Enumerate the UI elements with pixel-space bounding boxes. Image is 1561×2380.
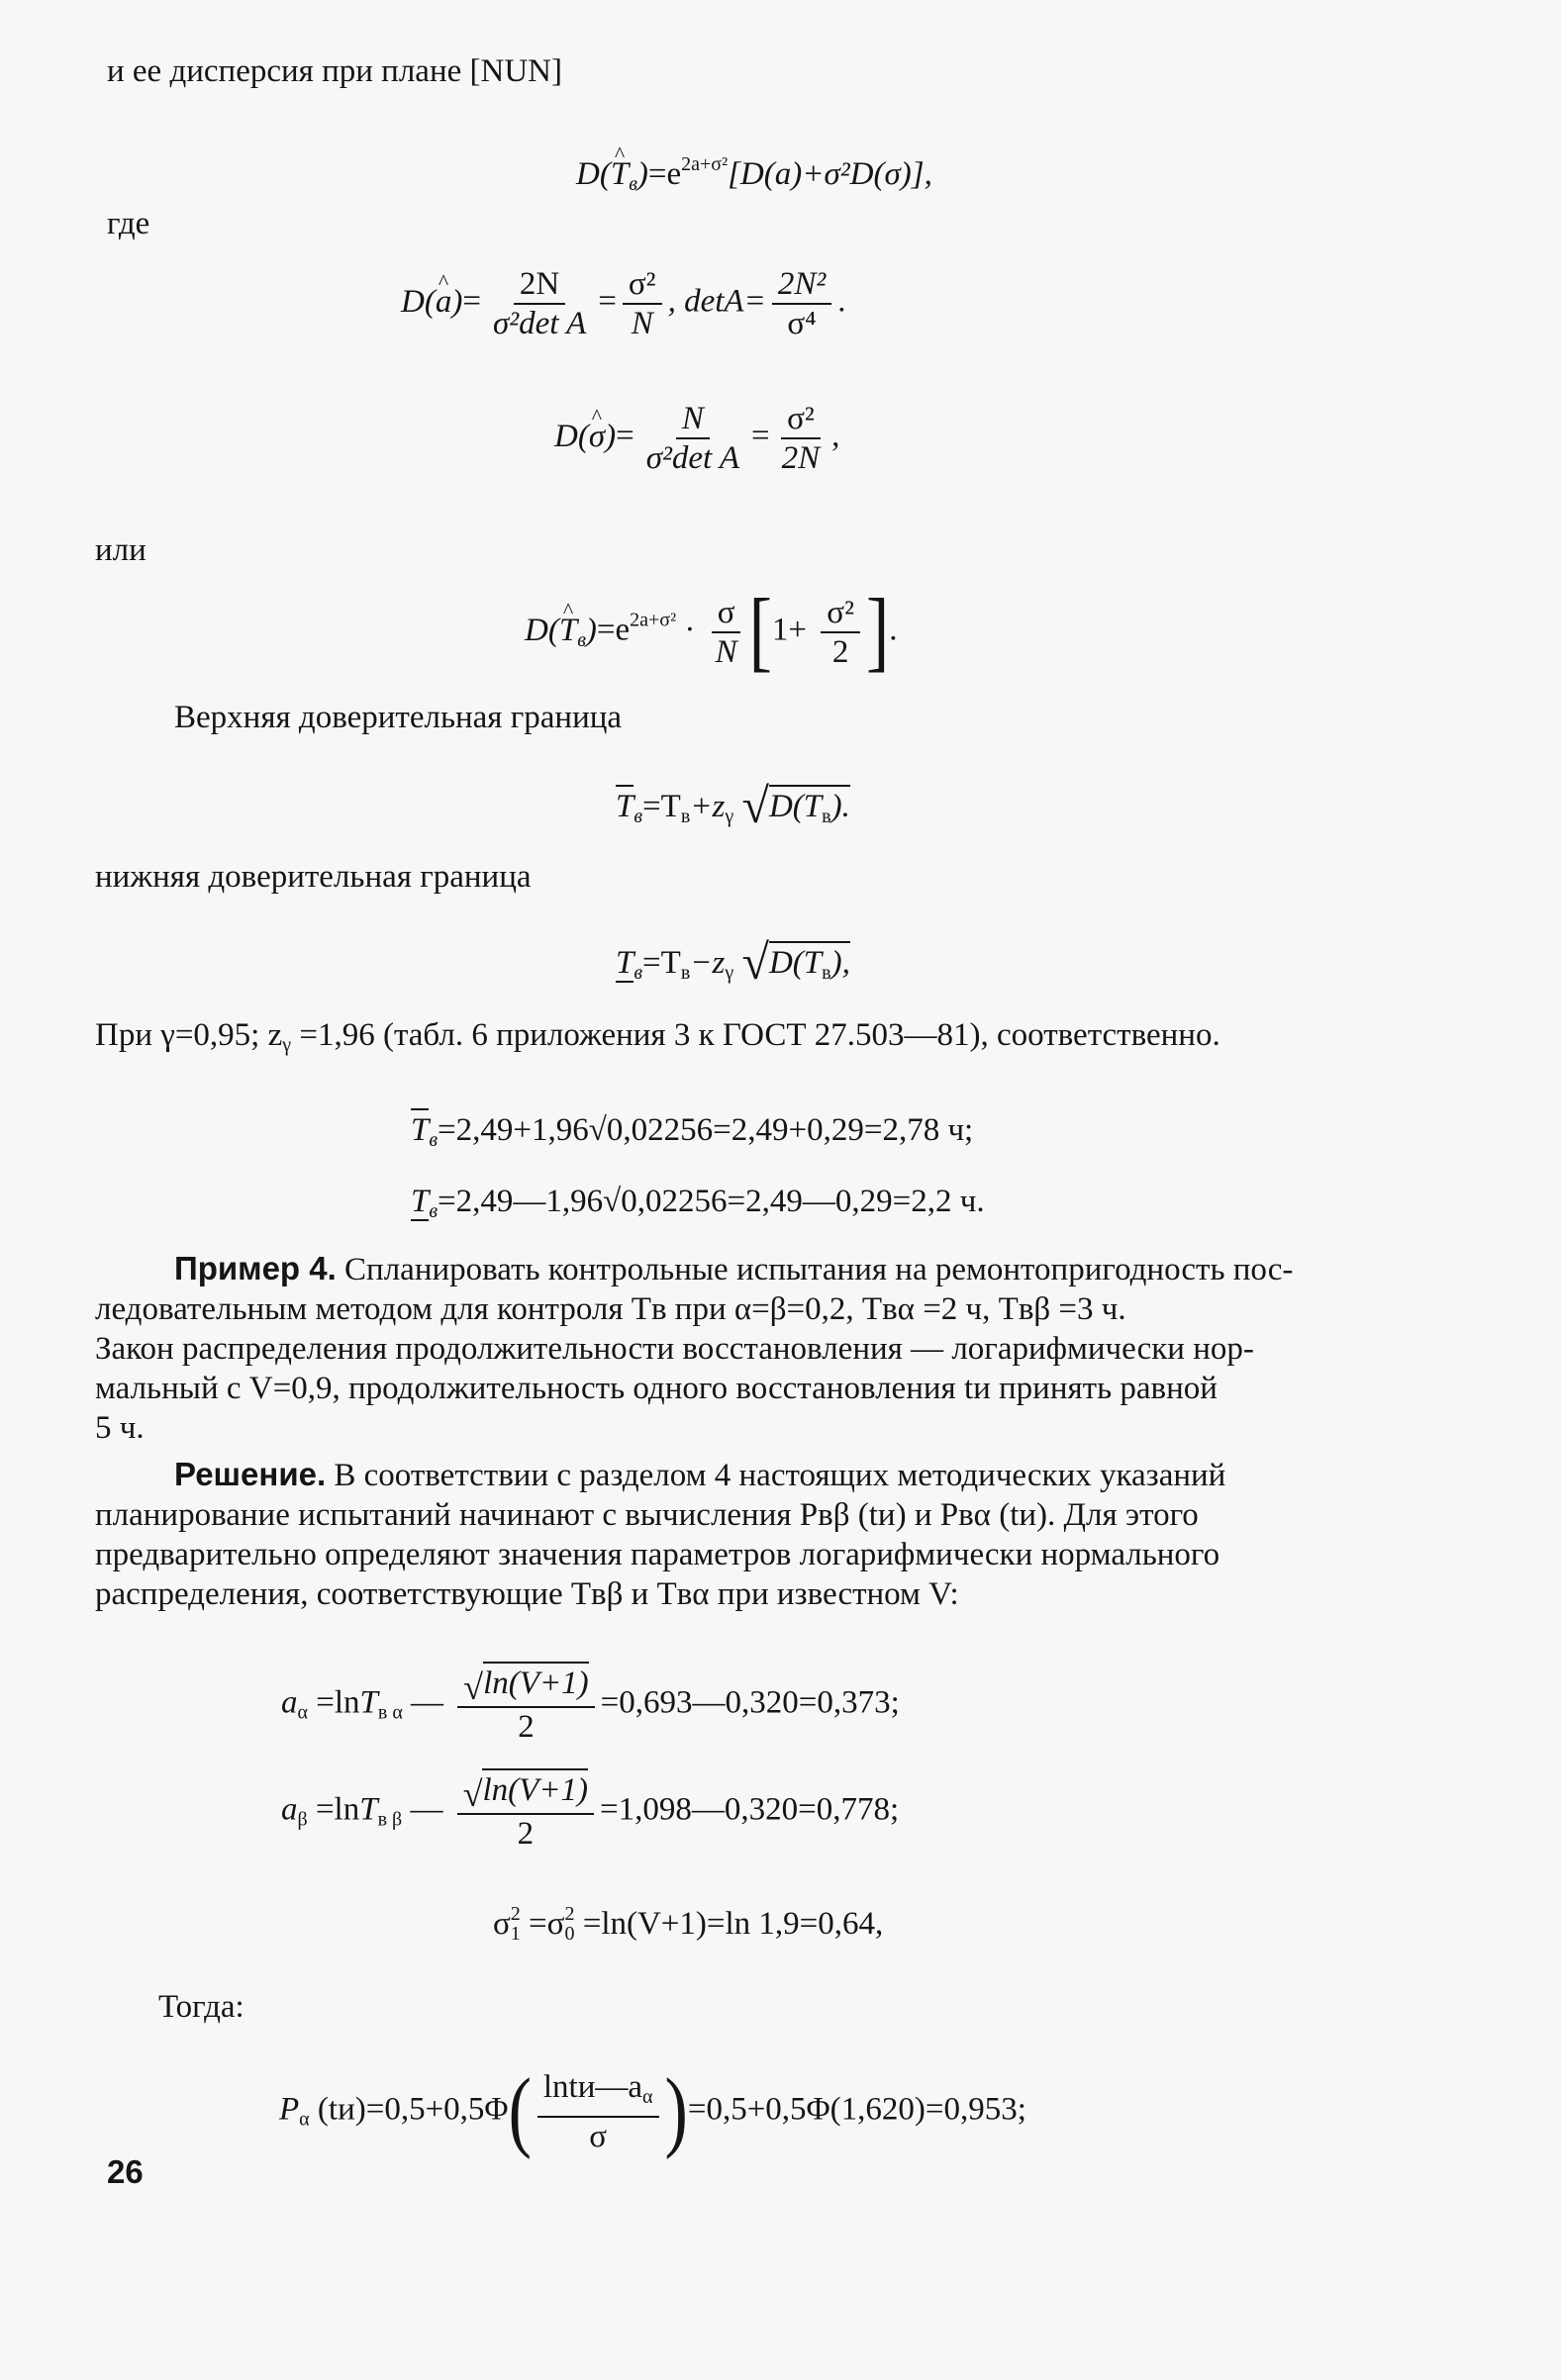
lower-bound-label: нижняя доверительная граница xyxy=(95,859,532,895)
formula-variance-tv-expanded: D(^ $T_в)=e^{2a+\sigma^2}$ · $\frac{\sigma}{N}$ [1+ $\frac{\text{σ²}}{2}$ ]. xyxy=(525,594,898,671)
formula-variance-sigma: D(^ σ)= $\frac{N}{\text{σ²det A}}$ = $\frac{\text{σ²}}{2N}$ , xyxy=(554,400,839,477)
gde-label: где xyxy=(107,206,150,241)
formula-upper-bound: $T_в=T_в+z_\gamma$ $√D(T_в)$. xyxy=(616,778,850,833)
formula-p-alpha: $P_\alpha$ (tи)=0,5+0,5Φ( $\frac{\ln tи—a_\alpha}{\sigma}$ )=0,5+0,5Φ(1,620)=0,953; xyxy=(279,2061,1026,2161)
formula-sigma: $\sigma^2_1 =\sigma^2_0 =\ln(V+1)=\ln$ 1,9=0,64, xyxy=(493,1903,884,1945)
solution-paragraph: Решение. В соответствии с разделом 4 настоящих методических указаний планирование испытаний начинают с вычисления Pвβ (tи) и Pвα (tи). Для этого предварительно определяют значения параметров логарифмически нормального распределения, соответствующие Tвβ и Tвα при известном V: xyxy=(95,1456,1226,1612)
intro-line: и ее дисперсия при плане [NUN] xyxy=(107,53,562,89)
formula-variance-tv: D(^ $T_в)=e^{2a+\sigma^2}[D(a)+\sigma^2D(\sigma)]$, xyxy=(576,144,932,204)
ili-label: или xyxy=(95,532,146,568)
formula-variance-a: D(^ a)= $\frac{2N}{\text{σ²det A}}$ = $\frac{\text{σ²}}{N}$ , detA= $\frac{\text{2N²}}{\text{σ⁴}}$ . xyxy=(401,265,845,342)
formula-a-alpha: $a_\alpha =\ln T_{в \alpha}$ — $\frac{√\ln(V+1)}{2}$ =0,693—0,320=0,373; xyxy=(281,1665,900,1746)
example-paragraph: Пример 4. Спланировать контрольные испытания на ремонтопригодность пос- ледовательным методом для контроля Tв при α=β=0,2, Tвα =2 ч, Tвβ =3 ч. Закон распределения продолжительности восстановления — логарифмически нор- мальный с V=0,9, продолжительность одного восстановления tи принять равной 5 ч. xyxy=(95,1250,1294,1446)
togda-label: Тогда: xyxy=(158,1989,244,2025)
page-number: 26 xyxy=(107,2153,144,2190)
calc-upper-bound: $T_в=2,49+1,96√0,02256=2,49+0,29=2,78$ ч; xyxy=(411,1110,973,1160)
formula-lower-bound: $T_в=T_в-z_\gamma$ $√D(T_в)$, xyxy=(616,934,850,990)
formula-a-beta: $a_\beta =\ln T_{в \beta}$ — $\frac{√\ln(V+1)}{2}$ =1,098—0,320=0,778; xyxy=(281,1771,899,1853)
confidence-line: При γ=0,95; $z_\gamma =1,96$ (табл. 6 приложения 3 к ГОСТ 27.503—81), соответственно. xyxy=(95,1017,1220,1056)
calc-lower-bound: $T_в=2,49—1,96√0,02256=2,49—0,29=2,2$ ч. xyxy=(411,1184,985,1222)
upper-bound-label: Верхняя доверительная граница xyxy=(174,700,623,735)
